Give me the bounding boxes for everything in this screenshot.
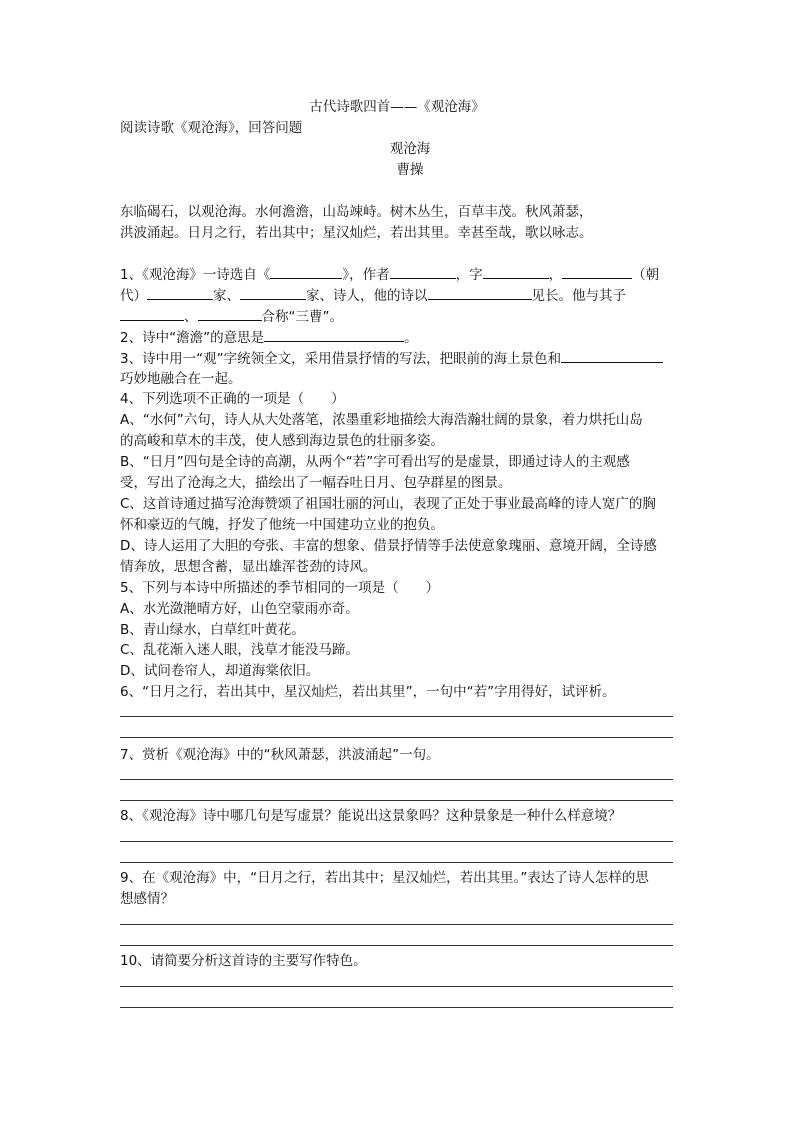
poem-line-1: 东临碣石，以观沧海。水何澹澹，山岛竦峙。树木丛生，百草丰茂。秋风萧瑟， <box>120 204 593 220</box>
poem-title: 观沧海 <box>389 141 431 157</box>
q5-option-d: D、试问卷帘人，却道海棠依旧。 <box>120 663 320 679</box>
q3-text-a: 3、诗中用一“观”字统领全文，采用借景抒情的写法，把眼前的海上景色和 <box>120 351 562 367</box>
question-6: 6、“日月之行，若出其中，星汉灿烂，若出其里”，一句中“若”字用得好，试评析。 <box>120 684 616 700</box>
poem-line-2: 洪波涌起。日月之行，若出其中；星汉灿烂，若出其里。幸甚至哉，歌以咏志。 <box>120 225 593 241</box>
question-9-line-1: 9、在《观沧海》中，“日月之行，若出其中；星汉灿烂，若出其里。”表达了诗人怎样的思 <box>120 870 649 886</box>
q2-text-a: 2、诗中“澹澹”的意思是 <box>120 330 265 346</box>
instruction: 阅读诗歌《观沧海》，回答问题 <box>120 120 303 136</box>
q6-answer-line-1[interactable] <box>120 716 673 717</box>
page-title: 古代诗歌四首——《观沧海》 <box>309 99 485 115</box>
q2-blank[interactable] <box>264 327 404 342</box>
q8-answer-line-2[interactable] <box>120 862 673 863</box>
question-8: 8、《观沧海》诗中哪几句是写虚景？能说出这景象吗？这种景象是一种什么样意境？ <box>120 808 622 824</box>
q1-blank-role-1[interactable] <box>147 285 213 300</box>
q1-text-i: 见长。他与其子 <box>531 288 626 304</box>
q4-option-d-line-1: D、诗人运用了大胆的夸张、丰富的想象、借景抒情等手法使意象瑰丽、意境开阔，全诗感 <box>120 538 657 554</box>
q1-blank-style[interactable] <box>428 285 532 300</box>
q1-blank-son-2[interactable] <box>198 306 262 321</box>
q1-blank-courtesy-name[interactable] <box>483 264 549 279</box>
q4-option-a-line-2: 的高峻和草木的丰茂，使人感到海边景色的壮丽多姿。 <box>120 433 444 449</box>
q1-text-a: 1、《观沧海》一诗选自《 <box>120 267 271 283</box>
q1-text-b: 》，作者 <box>342 267 390 283</box>
q1-blank-author[interactable] <box>390 264 456 279</box>
q10-answer-line-2[interactable] <box>120 1007 673 1008</box>
q4-option-d-line-2: 情奔放，思想含蓄，显出雄浑苍劲的诗风。 <box>120 559 377 575</box>
question-3-line-2: 巧妙地融合在一起。 <box>120 371 242 387</box>
q1-text-d: ， <box>548 267 563 283</box>
q1-text-j: 、 <box>184 309 198 325</box>
q1-text-k: 合称“三曹”。 <box>261 309 343 325</box>
q1-blank-dynasty[interactable] <box>562 264 632 279</box>
q1-blank-source[interactable] <box>270 264 342 279</box>
q4-option-b-line-2: 受，写出了沧海之大，描绘出了一幅吞吐日月、包孕群星的图景。 <box>120 475 512 491</box>
q5-option-c: C、乱花渐入迷人眼，浅草才能没马蹄。 <box>120 642 359 658</box>
question-2 <box>120 327 418 348</box>
question-4-stem: 4、下列选项不正确的一项是（ ） <box>120 391 345 407</box>
question-10: 10、请简要分析这首诗的主要写作特色。 <box>120 953 367 969</box>
q10-answer-line-1[interactable] <box>120 986 673 987</box>
question-1-line-1 <box>120 264 659 285</box>
q1-text-h: 家、诗人，他的诗以 <box>306 288 428 304</box>
q5-option-b: B、青山绿水，白草红叶黄花。 <box>120 622 305 638</box>
q5-option-a: A、水光潋滟晴方好，山色空蒙雨亦奇。 <box>120 601 359 617</box>
q1-blank-role-2[interactable] <box>240 285 306 300</box>
q6-answer-line-2[interactable] <box>120 737 673 738</box>
poem-author: 曹操 <box>396 162 424 178</box>
question-3-line-1 <box>120 348 663 369</box>
q2-text-b: 。 <box>404 330 418 346</box>
question-7: 7、赏析《观沧海》中的“秋风萧瑟，洪波涌起”一句。 <box>120 747 440 763</box>
q4-option-c-line-1: C、这首诗通过描写沧海赞颂了祖国壮丽的河山，表现了正处于事业最高峰的诗人宽广的胸 <box>120 496 656 512</box>
q7-answer-line-2[interactable] <box>120 800 673 801</box>
q7-answer-line-1[interactable] <box>120 779 673 780</box>
q1-text-f: 代） <box>120 288 147 304</box>
question-5-stem: 5、下列与本诗中所描述的季节相同的一项是（ ） <box>120 580 440 596</box>
q4-option-c-line-2: 怀和豪迈的气魄，抒发了他统一中国建功立业的抱负。 <box>120 517 444 533</box>
q9-answer-line-1[interactable] <box>120 924 673 925</box>
q4-option-a-line-1: A、“水何”六句，诗人从大处落笔，浓墨重彩地描绘大海浩瀚壮阔的景象，着力烘托山岛 <box>120 412 643 428</box>
question-9-line-2: 想感情？ <box>120 891 174 907</box>
q4-option-b-line-1: B、“日月”四句是全诗的高潮，从两个“若”字可看出写的是虚景，即通过诗人的主观感 <box>120 454 630 470</box>
q1-blank-son-1[interactable] <box>120 306 184 321</box>
question-1-line-2 <box>120 285 626 306</box>
q9-answer-line-2[interactable] <box>120 945 673 946</box>
q1-text-c: ，字 <box>455 267 483 283</box>
q8-answer-line-1[interactable] <box>120 841 673 842</box>
q3-blank[interactable] <box>561 348 663 363</box>
q1-text-g: 家、 <box>213 288 240 304</box>
question-1-line-3 <box>120 306 343 327</box>
q1-text-e: （朝 <box>632 267 660 283</box>
